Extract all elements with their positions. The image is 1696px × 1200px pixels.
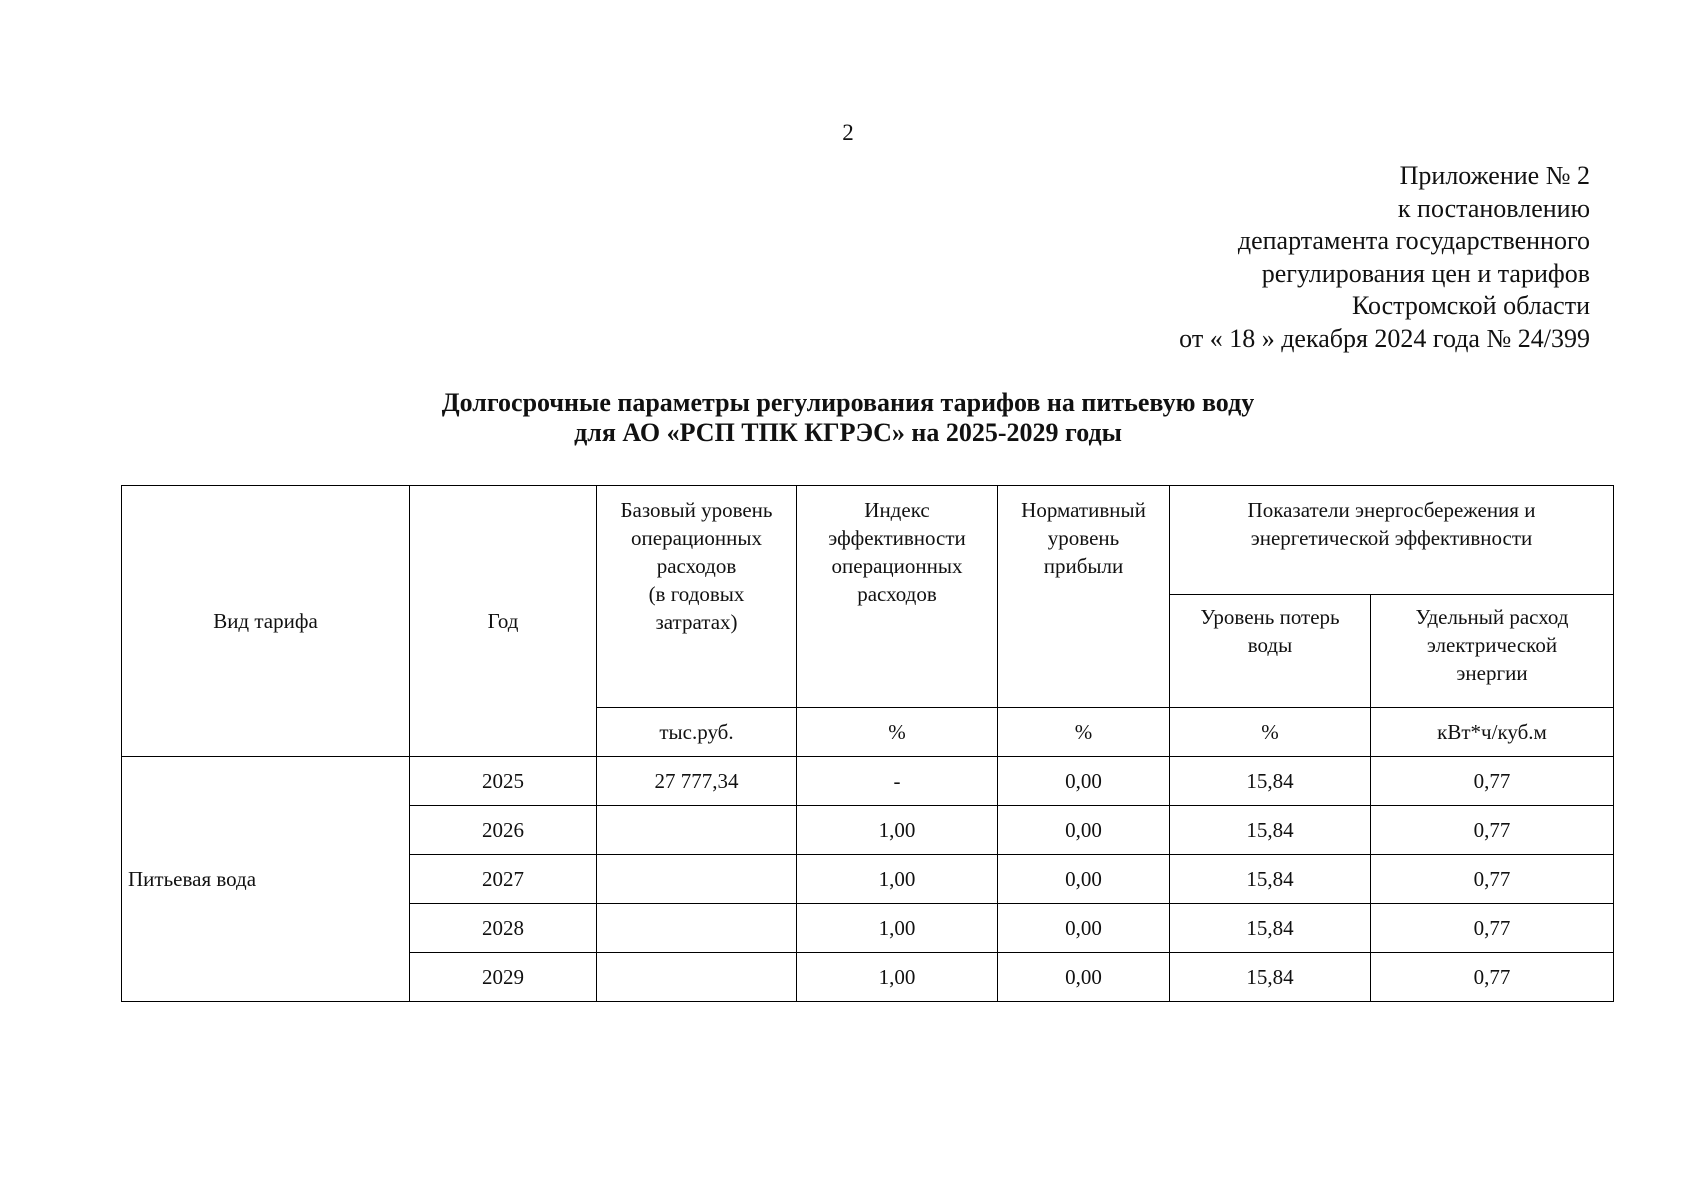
appendix-line: регулирования цен и тарифов — [1261, 258, 1590, 288]
unit-water-loss: % — [1170, 708, 1371, 757]
profit-level-cell: 0,00 — [998, 757, 1170, 806]
unit-base-level: тыс.руб. — [597, 708, 797, 757]
base-level-cell — [597, 806, 797, 855]
header-text-line: расходов — [656, 554, 737, 578]
water-loss-cell: 15,84 — [1170, 757, 1371, 806]
header-profit-level — [998, 486, 1170, 708]
header-text-line: энергии — [1456, 661, 1528, 685]
header-text-line: уровень — [1047, 526, 1120, 550]
header-energy-group — [1170, 486, 1614, 595]
appendix-line: Костромской области — [1351, 291, 1590, 320]
electricity-cell: 0,77 — [1371, 806, 1614, 855]
water-loss-cell: 15,84 — [1170, 806, 1371, 855]
profit-level-cell: 0,00 — [998, 953, 1170, 1002]
profit-level-cell: 0,00 — [998, 904, 1170, 953]
header-efficiency-index — [797, 486, 998, 708]
header-text-line: энергетической эффективности — [1250, 526, 1533, 550]
unit-electricity: кВт*ч/куб.м — [1371, 708, 1614, 757]
header-row — [122, 486, 1614, 595]
efficiency-index-cell: - — [797, 757, 998, 806]
header-text-line: Базовый уровень — [620, 498, 773, 522]
tariff-name-cell: Питьевая вода — [122, 757, 410, 1002]
header-text-line: (в годовых — [648, 582, 745, 606]
header-year: Год — [410, 486, 597, 757]
year-cell: 2025 — [410, 757, 597, 806]
header-text-line: электрической — [1426, 633, 1558, 657]
efficiency-index-cell: 1,00 — [797, 855, 998, 904]
unit-profit-level: % — [998, 708, 1170, 757]
header-text-line: Показатели энергосбережения и — [1247, 498, 1536, 522]
header-text-line: затратах) — [655, 610, 738, 634]
header-electricity — [1371, 595, 1614, 708]
header-text-line: Удельный расход — [1415, 605, 1569, 629]
year-cell: 2029 — [410, 953, 597, 1002]
title-line: Долгосрочные параметры регулирования тарифов на питьевую воду — [441, 388, 1255, 417]
header-text-line: прибыли — [1043, 554, 1124, 578]
year-cell: 2028 — [410, 904, 597, 953]
base-level-cell — [597, 904, 797, 953]
profit-level-cell: 0,00 — [998, 855, 1170, 904]
header-text-line: Уровень потерь — [1200, 605, 1340, 629]
unit-efficiency-index: % — [797, 708, 998, 757]
efficiency-index-cell: 1,00 — [797, 953, 998, 1002]
water-loss-cell: 15,84 — [1170, 953, 1371, 1002]
document-title — [0, 388, 1696, 448]
appendix-line: департамента государственного — [1237, 226, 1590, 255]
header-text-line: Нормативный — [1021, 498, 1146, 522]
electricity-cell: 0,77 — [1371, 757, 1614, 806]
header-tariff-type: Вид тарифа — [122, 486, 410, 757]
water-loss-cell: 15,84 — [1170, 855, 1371, 904]
header-text-line: операционных — [831, 554, 963, 578]
table-row — [122, 757, 1614, 806]
header-text-line: эффективности — [828, 526, 966, 550]
year-cell: 2026 — [410, 806, 597, 855]
electricity-cell: 0,77 — [1371, 953, 1614, 1002]
tariff-parameters-table — [121, 485, 1614, 1002]
appendix-header — [1179, 160, 1590, 355]
header-base-level — [597, 486, 797, 708]
header-text-line: Индекс — [864, 498, 930, 522]
electricity-cell: 0,77 — [1371, 904, 1614, 953]
base-level-cell — [597, 855, 797, 904]
title-line: для АО «РСП ТПК КГРЭС» на 2025-2029 годы — [574, 418, 1122, 447]
header-text-line: воды — [1247, 633, 1293, 657]
appendix-line: к постановлению — [1397, 193, 1590, 223]
electricity-cell: 0,77 — [1371, 855, 1614, 904]
appendix-line: от « 18 » декабря 2024 года № 24/399 — [1179, 323, 1590, 353]
efficiency-index-cell: 1,00 — [797, 806, 998, 855]
header-text-line: расходов — [857, 582, 937, 606]
efficiency-index-cell: 1,00 — [797, 904, 998, 953]
page-number: 2 — [842, 120, 854, 145]
base-level-cell: 27 777,34 — [597, 757, 797, 806]
header-text-line: операционных — [631, 526, 762, 550]
header-water-loss — [1170, 595, 1371, 708]
base-level-cell — [597, 953, 797, 1002]
profit-level-cell: 0,00 — [998, 806, 1170, 855]
appendix-line: Приложение № 2 — [1399, 161, 1590, 190]
year-cell: 2027 — [410, 855, 597, 904]
water-loss-cell: 15,84 — [1170, 904, 1371, 953]
